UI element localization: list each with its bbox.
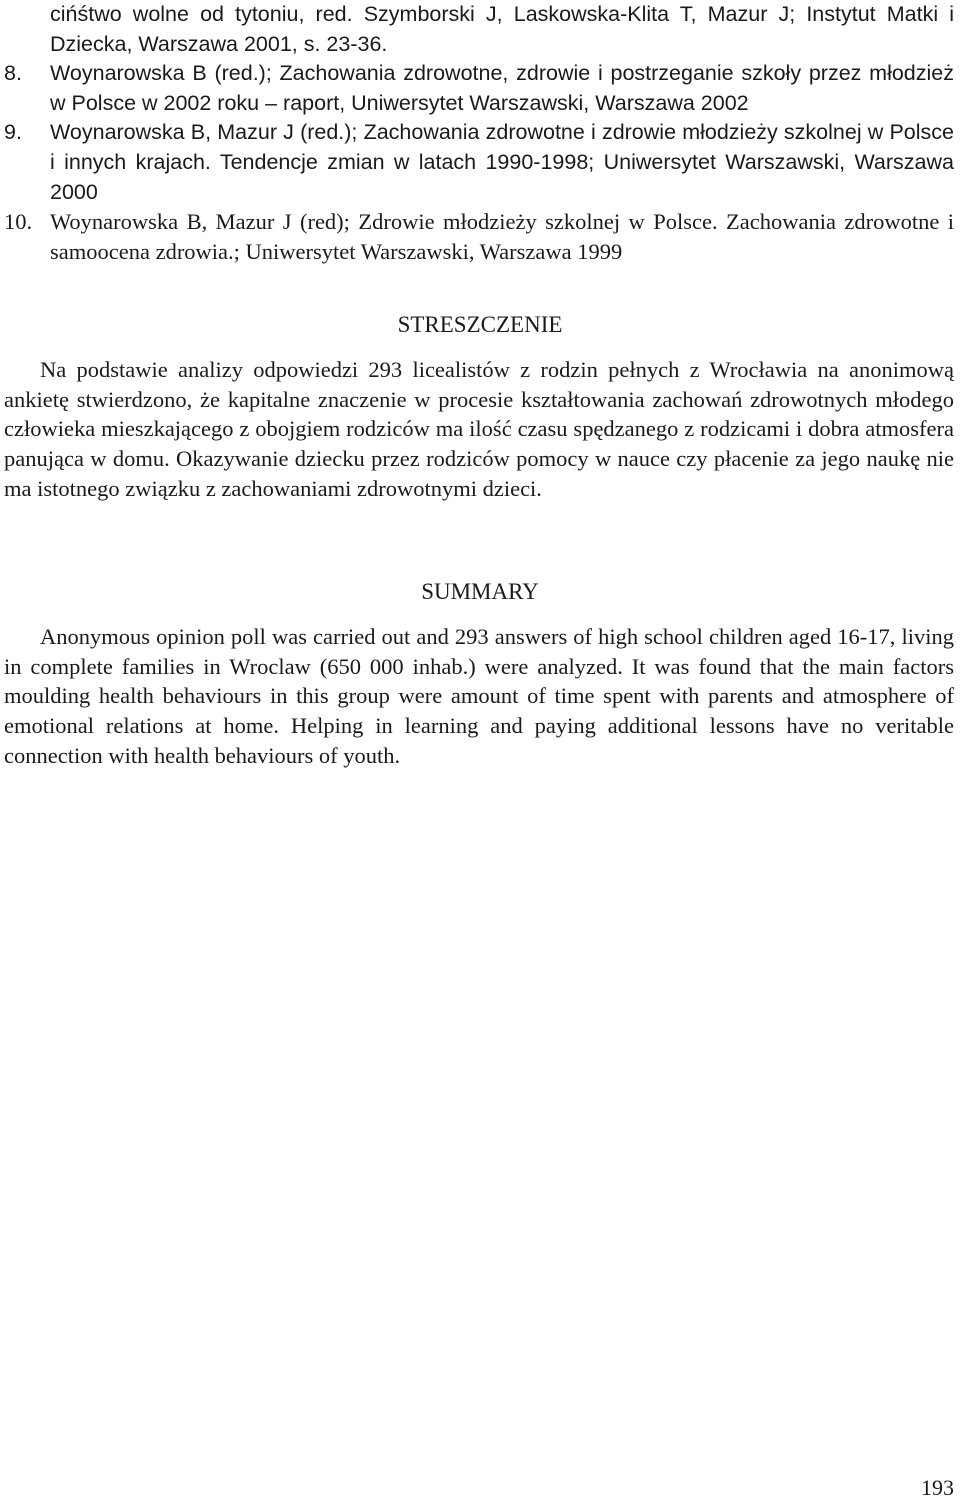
reference-number: 10. [4,209,33,235]
reference-number: 8. [4,61,22,86]
streszczenie-text: Na podstawie analizy odpowiedzi 293 licealistów z rodzin pełnych z Wrocławia na anonimową ankietę stwierdzono, że kapitalne znaczenie w procesie kształtowania zachowań zdrowotnych młodego człowieka mieszkającego z obojgiem rodziców ma ilość czasu spędzanego z rodzicami i dobra atmosfera panująca w domu. Okazywanie dziecku przez rodziców pomocy w nauce czy płacenie za jego naukę nie ma istotnego związku z zachowaniami zdrowotnymi dzieci. [4,357,954,501]
page-number: 193 [921,1475,954,1500]
reference-text: Woynarowska B, Mazur J (red); Zdrowie młodzieży szkolnej w Polsce. Zachowania zdrowotne i samoocena zdrowia.; Uniwersytet Warszawski, Warszawa 1999 [50,209,954,264]
reference-item-9 [0,118,960,207]
reference-item-7-continued [0,0,960,59]
streszczenie-title: STRESZCZENIE [397,312,563,337]
reference-item-10 [0,207,960,266]
summary-title: SUMMARY [421,579,539,604]
reference-number: 9. [4,120,22,145]
reference-item-8 [0,59,960,118]
reference-list [0,0,960,266]
reference-text: cińśtwo wolne od tytoniu, red. Szymborski J, Laskowska-Klita T, Mazur J; Instytut Matki i Dziecka, Warszawa 2001, s. 23-36. [50,2,954,56]
reference-text: Woynarowska B (red.); Zachowania zdrowotne, zdrowie i postrzeganie szkoły przez młodzież w Polsce w 2002 roku – raport, Uniwersytet Warszawski, Warszawa 2002 [50,61,954,115]
reference-text: Woynarowska B, Mazur J (red.); Zachowania zdrowotne i zdrowie młodzieży szkolnej w Polsce i innych krajach. Tendencje zmian w latach 1990-1998; Uniwersytet Warszawski, Warszawa 2000 [50,120,954,204]
summary-text: Anonymous opinion poll was carried out and 293 answers of high school children aged 16-17, living in complete families in Wroclaw (650 000 inhab.) were analyzed. It was found that the main factors moulding health behaviours in this group were amount of time spent with parents and atmosphere of emotional relations at home. Helping in learning and paying additional lessons have no veritable connection with health behaviours of youth. [4,624,954,768]
